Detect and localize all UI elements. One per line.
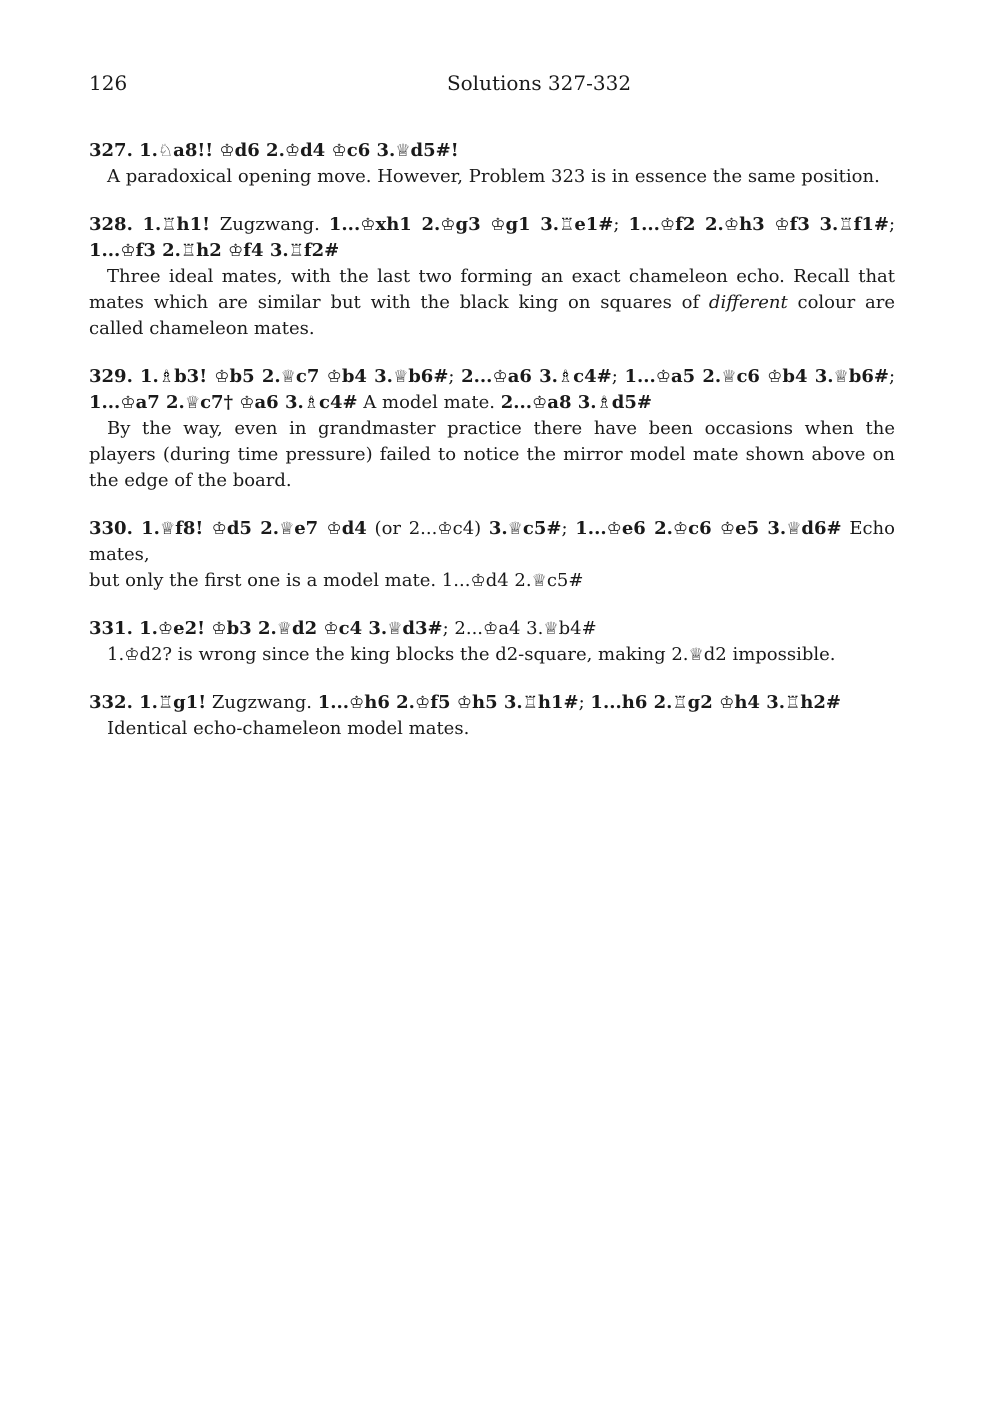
text-run: f1# <box>853 214 889 235</box>
text-run: h2 <box>196 240 229 261</box>
text-run: b4 3. <box>341 366 393 387</box>
text-run: d6 2. <box>234 140 285 161</box>
text-run: c4# <box>573 366 612 387</box>
text-run: e1# <box>574 214 614 235</box>
text-run: Echo mates, <box>89 518 895 565</box>
text-run: colour are called chameleon mates. <box>89 292 895 339</box>
text-run: c5# <box>546 570 584 591</box>
solution-line <box>89 364 895 390</box>
piece-figurine: ♕ <box>507 519 523 539</box>
piece-figurine: ♕ <box>159 519 176 539</box>
piece-figurine: ♔ <box>490 215 506 235</box>
text-run: h6 2. <box>364 692 415 713</box>
text-run: d3# <box>402 618 443 639</box>
text-run: f4 3. <box>243 240 289 261</box>
piece-figurine: ♔ <box>120 241 136 261</box>
text-run: h5 3. <box>472 692 523 713</box>
text-run: f5 <box>430 692 457 713</box>
piece-figurine: ♔ <box>120 393 136 413</box>
page-number: 126 <box>89 71 128 95</box>
text-run: d2 <box>291 618 324 639</box>
solution-line <box>89 690 895 716</box>
piece-figurine: ♔ <box>228 241 244 261</box>
text-run: d4 2. <box>485 570 532 591</box>
text-run: 1... <box>89 392 121 413</box>
text-run: c4 3. <box>338 618 388 639</box>
text-run: f2# <box>303 240 340 261</box>
text-run: 1... <box>575 518 607 539</box>
text-run: 1... <box>624 366 656 387</box>
solution-line <box>89 238 895 264</box>
text-run: 1... <box>89 240 121 261</box>
piece-figurine: ♔ <box>767 367 783 387</box>
piece-figurine: ♔ <box>492 367 508 387</box>
text-run: b3! <box>174 366 215 387</box>
text-run: f2 2. <box>675 214 724 235</box>
piece-figurine: ♖ <box>288 241 304 261</box>
solution-comment <box>89 716 895 742</box>
text-run: a8 3. <box>547 392 597 413</box>
text-run: Zugzwang. <box>219 214 329 235</box>
text-run: d4 <box>341 518 367 539</box>
text-run: 330. 1. <box>89 518 160 539</box>
piece-figurine: ♕ <box>786 519 802 539</box>
piece-figurine: ♔ <box>124 645 140 665</box>
text-run: b3 2. <box>226 618 277 639</box>
solution-block <box>89 364 895 494</box>
piece-figurine: ♔ <box>211 619 227 639</box>
solution-line <box>89 516 895 568</box>
text-run: g1 3. <box>505 214 560 235</box>
text-run: 1... <box>328 214 361 235</box>
text-run: d5# <box>611 392 652 413</box>
piece-figurine: ♔ <box>483 619 499 639</box>
piece-figurine: ♔ <box>659 215 676 235</box>
text-run: h4 3. <box>734 692 785 713</box>
solution-comment <box>89 642 895 668</box>
text-run: 327. 1. <box>89 140 158 161</box>
piece-figurine: ♔ <box>440 215 456 235</box>
text-run: ; <box>448 366 462 387</box>
piece-figurine: ♔ <box>219 141 235 161</box>
piece-figurine: ♖ <box>559 215 575 235</box>
piece-figurine: ♔ <box>719 693 735 713</box>
solution-block <box>89 616 895 668</box>
solution-block <box>89 516 895 594</box>
running-title: Solutions 327-332 <box>446 71 632 95</box>
text-run: c6 <box>736 366 768 387</box>
text-run: f3 2. <box>135 240 181 261</box>
text-run: ; <box>561 518 576 539</box>
piece-figurine: ♕ <box>184 393 201 413</box>
text-run: 329. 1. <box>89 366 159 387</box>
piece-figurine: ♕ <box>387 619 403 639</box>
text-run: but only the first one is a model mate. 1... <box>89 570 471 591</box>
text-run: c6 3. <box>346 140 396 161</box>
piece-figurine: ♔ <box>414 693 431 713</box>
text-run: different <box>708 292 788 313</box>
piece-figurine: ♕ <box>278 519 295 539</box>
text-run: (or 2... <box>366 518 438 539</box>
piece-figurine: ♔ <box>672 519 689 539</box>
piece-figurine: ♕ <box>531 571 547 591</box>
piece-figurine: ♖ <box>180 241 197 261</box>
text-run: ; <box>888 366 896 387</box>
text-run: A paradoxical opening move. However, Problem 323 is in essence the same position. <box>107 166 880 187</box>
text-run: a6 3. <box>507 366 558 387</box>
text-run: 328. 1. <box>89 214 162 235</box>
text-run: a4 3. <box>498 618 544 639</box>
solution-line <box>89 568 895 594</box>
piece-figurine: ♔ <box>323 619 339 639</box>
text-run: ; <box>578 692 591 713</box>
text-run: ; <box>611 366 625 387</box>
text-run: h2# <box>800 692 841 713</box>
piece-figurine: ♖ <box>161 215 177 235</box>
text-run: ; 2... <box>442 618 484 639</box>
text-run: e2! <box>173 618 212 639</box>
text-run: c5# <box>522 518 562 539</box>
piece-figurine: ♔ <box>349 693 365 713</box>
piece-figurine: ♗ <box>303 393 319 413</box>
piece-figurine: ♔ <box>719 519 736 539</box>
text-run: b4# <box>558 618 597 639</box>
text-run: h1! <box>176 214 220 235</box>
text-run: c4# <box>319 392 358 413</box>
text-run: 1... <box>317 692 350 713</box>
piece-figurine: ♘ <box>157 141 174 161</box>
text-run: 3. <box>488 518 508 539</box>
text-run: ; <box>888 214 896 235</box>
solution-comment <box>89 264 895 342</box>
text-run: xh1 2. <box>375 214 441 235</box>
text-run: e6 2. <box>621 518 673 539</box>
piece-figurine: ♕ <box>276 619 292 639</box>
solution-line <box>89 138 895 164</box>
piece-figurine: ♖ <box>838 215 854 235</box>
text-run: a7 2. <box>135 392 185 413</box>
text-run: Zugzwang. <box>206 692 318 713</box>
text-run: g1! <box>173 692 207 713</box>
text-run: 1... <box>628 214 660 235</box>
piece-figurine: ♔ <box>157 619 174 639</box>
piece-figurine: ♕ <box>833 367 849 387</box>
text-run: g2 <box>687 692 720 713</box>
text-run: c6 <box>688 518 720 539</box>
piece-figurine: ♔ <box>456 693 472 713</box>
text-run: ; <box>613 214 629 235</box>
text-run: Three ideal mates, with the last two forming an exact chameleon echo. Recall that mates which are similar but with the black king on squares of <box>89 266 895 313</box>
text-run: a6 3. <box>254 392 304 413</box>
piece-figurine: ♕ <box>543 619 559 639</box>
text-run: c7 <box>295 366 327 387</box>
piece-figurine: ♕ <box>392 367 409 387</box>
text-run: f8! <box>175 518 212 539</box>
solutions-body <box>89 138 895 764</box>
text-run: By the way, even in grandmaster practice there have been occasions when the players (during time pressure) failed to notice the mirror model mate shown above on the edge of the board. <box>89 418 895 491</box>
piece-figurine: ♗ <box>596 393 612 413</box>
piece-figurine: ♔ <box>214 367 230 387</box>
solution-line <box>89 390 895 416</box>
piece-figurine: ♕ <box>688 645 704 665</box>
piece-figurine: ♔ <box>326 519 342 539</box>
piece-figurine: ♔ <box>211 519 227 539</box>
piece-figurine: ♔ <box>532 393 548 413</box>
piece-figurine: ♗ <box>557 367 574 387</box>
solution-comment <box>89 164 895 190</box>
text-run: b5 2. <box>229 366 281 387</box>
text-run: c4) <box>452 518 489 539</box>
text-run: 331. 1. <box>89 618 158 639</box>
piece-figurine: ♗ <box>158 367 175 387</box>
piece-figurine: ♔ <box>239 393 255 413</box>
piece-figurine: ♔ <box>606 519 622 539</box>
text-run: A model mate. <box>357 392 501 413</box>
text-run: d4 <box>300 140 332 161</box>
text-run: e5 3. <box>735 518 787 539</box>
piece-figurine: ♔ <box>774 215 790 235</box>
piece-figurine: ♕ <box>721 367 737 387</box>
solution-block <box>89 690 895 742</box>
piece-figurine: ♖ <box>672 693 688 713</box>
text-run: f3 3. <box>789 214 839 235</box>
text-run: 332. 1. <box>89 692 158 713</box>
text-run: h1# <box>537 692 579 713</box>
text-run: d6# <box>801 518 842 539</box>
text-run: c7† <box>200 392 240 413</box>
solution-comment <box>89 416 895 494</box>
piece-figurine: ♔ <box>360 215 376 235</box>
solution-block <box>89 138 895 190</box>
text-run: e7 <box>294 518 327 539</box>
piece-figurine: ♔ <box>470 571 486 591</box>
piece-figurine: ♖ <box>784 693 801 713</box>
text-run: b4 3. <box>782 366 834 387</box>
text-run: 1. <box>107 644 125 665</box>
piece-figurine: ♔ <box>284 141 301 161</box>
solution-line <box>89 616 895 642</box>
piece-figurine: ♕ <box>280 367 296 387</box>
text-run: b6# <box>848 366 889 387</box>
text-run: d2 impossible. <box>703 644 836 665</box>
text-run: d5 2. <box>226 518 279 539</box>
piece-figurine: ♔ <box>723 215 740 235</box>
text-run: g3 <box>455 214 491 235</box>
piece-figurine: ♔ <box>655 367 672 387</box>
piece-figurine: ♔ <box>437 519 453 539</box>
piece-figurine: ♔ <box>326 367 342 387</box>
piece-figurine: ♕ <box>395 141 411 161</box>
text-run: Identical echo-chameleon model mates. <box>107 718 470 739</box>
text-run: 2... <box>461 366 493 387</box>
piece-figurine: ♖ <box>522 693 538 713</box>
text-run: a8!! <box>173 140 220 161</box>
text-run: b6# <box>408 366 449 387</box>
text-run: a5 2. <box>671 366 722 387</box>
piece-figurine: ♔ <box>331 141 347 161</box>
text-run: d2? is wrong since the king blocks the d2-square, making 2. <box>139 644 689 665</box>
text-run: 2... <box>500 392 533 413</box>
solution-block <box>89 212 895 342</box>
text-run: 1...h6 2. <box>590 692 673 713</box>
piece-figurine: ♖ <box>157 693 174 713</box>
text-run: d5#! <box>410 140 459 161</box>
text-run: h3 <box>739 214 775 235</box>
solution-line <box>89 212 895 238</box>
